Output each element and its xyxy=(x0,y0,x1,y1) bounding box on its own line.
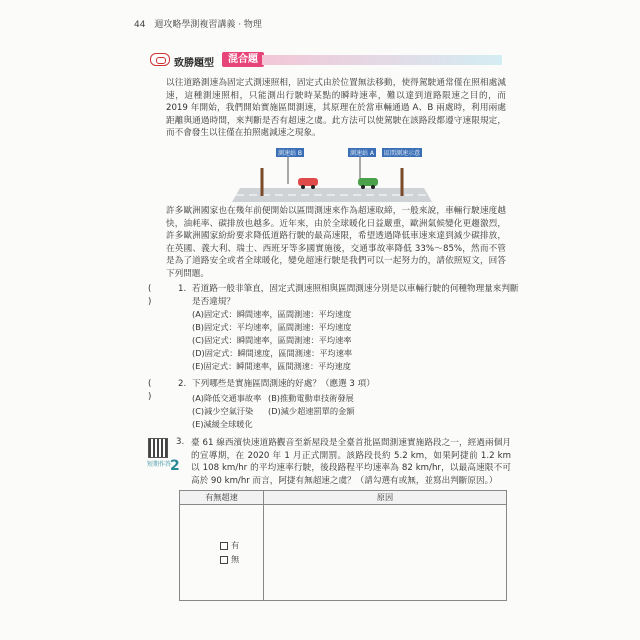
checkbox-yes[interactable] xyxy=(220,542,228,550)
page-number: 44 xyxy=(134,20,146,30)
option-e: (E)固定式：瞬間速率，區間測速：平均速度 xyxy=(192,361,351,371)
question-stem: 下列哪些是實施區間測速的好處？（應選 3 項） xyxy=(192,379,375,389)
qr-number: 2 xyxy=(170,458,180,474)
option-yes-label: 有 xyxy=(231,540,240,550)
option-c: (C)減少空氣汙染 xyxy=(192,406,254,416)
section-label: 致勝題型 xyxy=(174,58,214,69)
qr-label: 短期作答 xyxy=(147,461,172,468)
answer-blank[interactable]: ( ) xyxy=(148,284,152,307)
reason-cell[interactable] xyxy=(264,505,507,601)
col-header-reason: 原因 xyxy=(264,491,507,505)
section-heading xyxy=(150,52,502,68)
question-3-stem: 臺 61 線西濱快速道路觀音至新屋段是全臺首批區間測速實施路段之一，經過兩個月的宣導期，在 2020 年 1 月正式開罰。該路段長約 5.2 km，如果阿捷前 1.2 km 以 108 km/hr 的平均速率行駛，後段路程平均速率為 82 km/hr，以最高速限不可高於 90 km/hr 而言，阿捷有無超速之虞？（請勾選有或無，並寫出判斷原因。） xyxy=(191,438,511,486)
option-b: (B)固定式：平均速率，區間測速：平均速度 xyxy=(192,322,352,332)
passage-paragraph-2: 許多歐洲國家也在幾年前便開始以區間測速來作為超速取締，一般來說，車輛行駛速度越快，油耗率、碳排放也越多。近年來，由於全球暖化日益嚴重，歐洲氣候變化更趨激烈，許多歐洲國家紛紛要求降低道路行駛的最高速限，希望透過降低車速來達到減少碳排放，在英國、義大利、瑞士、西班牙等多國實施後，交通事故率降低 33%～85%，然而不管是為了道路安全或者全球暖化，變免超速行駛是我們可以一起努力的，請依照短文，回答下列問題。 xyxy=(166,206,506,279)
sign-zone: 區間測速示意 xyxy=(384,150,421,157)
sign-a: 測速站 A xyxy=(350,150,375,157)
question-stem: 若道路一般非筆直，固定式測速照相與區間測速分別是以車輛行駛的何種物理量來判斷是否違規？ xyxy=(192,284,519,307)
decorative-band xyxy=(262,55,502,65)
book-title: 週攻略學測複習講義 · 物理 xyxy=(154,20,262,30)
option-d: (D)固定式：瞬間速度，區間測速：平均速率 xyxy=(192,348,353,358)
question-number: 2. xyxy=(178,379,187,389)
option-c: (C)固定式：瞬間速率，區間測速：平均速率 xyxy=(192,335,352,345)
section-icon xyxy=(150,53,170,66)
qr-code-icon[interactable] xyxy=(148,438,168,458)
question-3-number: 3. xyxy=(176,437,185,447)
option-a: (A)固定式：瞬間速率，區間測速：平均速度 xyxy=(192,309,352,319)
answer-table xyxy=(179,490,507,601)
option-e: (E)減緩全球暖化 xyxy=(192,419,253,429)
col-header-overspeed: 有無超速 xyxy=(180,491,264,505)
option-d: (D)減少超速罰單的金額 xyxy=(268,406,355,416)
answer-blank[interactable]: ( ) xyxy=(148,379,152,402)
passage-paragraph-1: 以往道路測速為固定式測速照相，固定式由於位置無法移動，使得駕駛通常僅在照相處減速，這種測速照相，只能測出行駛時某點的瞬時速率，難以達到道路限速之目的，而 2019 年開始，我們開始實施區間測速，其原理在於當車輛通過 A、B 兩處時，利用兩處距離與通過時間，來判斷是否有超速之虞。此方法可以使駕駛在該路段都遵守速限規定，而不會發生以往僅在拍照處減速之現象。 xyxy=(166,78,506,139)
option-a: (A)降低交通事故率 xyxy=(192,393,262,403)
option-b: (B)推動電動車技術發展 xyxy=(268,393,354,403)
option-no[interactable] xyxy=(220,554,263,565)
option-no-label: 無 xyxy=(231,554,240,564)
checkbox-no[interactable] xyxy=(220,556,228,564)
option-yes[interactable] xyxy=(220,540,263,551)
sign-b: 測速站 B xyxy=(278,150,303,157)
running-header xyxy=(134,17,262,30)
overspeed-cell xyxy=(180,505,264,601)
section-tag: 混合題 xyxy=(222,52,264,67)
question-number: 1. xyxy=(178,284,187,294)
speed-camera-illustration xyxy=(232,148,432,204)
